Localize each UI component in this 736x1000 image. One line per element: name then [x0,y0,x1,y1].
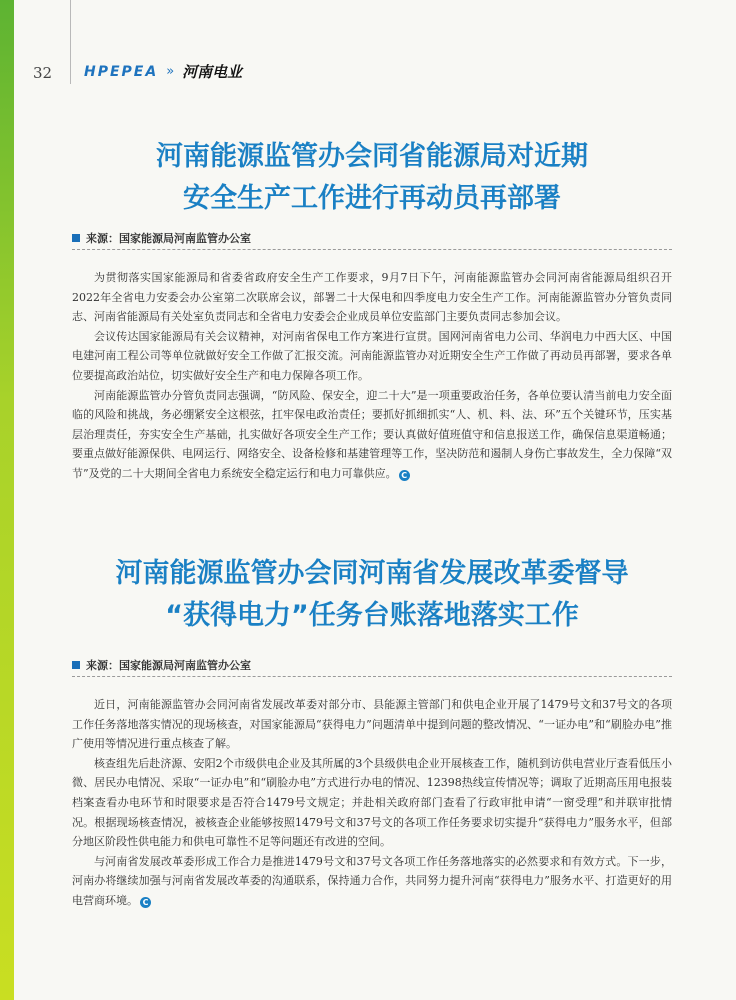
page-number: 32 [33,64,53,82]
article-1-body [72,268,672,484]
article-2-title-line-2: “获得电力”任务台账落地落实工作 [165,600,579,631]
article-1-title-line-2: 安全生产工作进行再动员再部署 [183,183,561,214]
article-2-title-line-1: 河南能源监管办会同河南省发展改革委督导 [115,558,629,589]
logo-chinese-text: 河南电业 [182,63,243,81]
article-1-title [72,136,672,220]
article-1-paragraph-1: 为贯彻落实国家能源局和省委省政府安全生产工作要求，9月7日下午，河南能源监管办会同河南省能源局组织召开2022年全省电力安委会办公室第二次联席会议，部署二十大保电和四季度电力安全生产工作。河南能源监管办分管负责同志、河南省能源局有关处室负责同志和全省电力安委会企业成员单位安监部门主要负责同志参加会议。 [72,271,672,324]
article-1-paragraph-2: 会议传达国家能源局有关会议精神，对河南省保电工作方案进行宣贯。国网河南省电力公司、华润电力中西大区、中国电建河南工程公司等单位就做好安全工作做了汇报交流。河南能源监管办对近期安全生产工作做了再动员再部署，要求各单位要提高政治站位，切实做好安全生产和电力保障各项工作。 [72,329,672,382]
article-1-paragraph-3 [72,386,672,484]
article-1-source [72,230,672,250]
article-2-paragraph-1: 近日，河南能源监管办会同河南省发展改革委对部分市、县能源主管部门和供电企业开展了1479号文和37号文的各项工作任务落地落实情况的现场核查，对国家能源局“获得电力”问题清单中提到问题的整改情况、“一证办电”和“刷脸办电”推广使用等情况进行重点核查了解。 [72,698,672,751]
logo-latin-text: HPEPEA [84,63,159,80]
source-square-icon [72,234,80,242]
article-2-source [72,657,672,677]
source-square-icon [72,661,80,669]
article-2-title [72,553,672,637]
article-1-paragraph-3-text: 河南能源监管办分管负责同志强调，“防风险、保安全，迎二十大”是一项重要政治任务，各单位要认清当前电力安全面临的风险和挑战，务必绷紧安全这根弦，扛牢保电政治责任；要抓好抓细抓实“人、机、料、法、环”五个关键环节，压实基层治理责任，夯实安全生产基础，扎实做好各项安全生产工作；要认真做好值班值守和信息报送工作，确保信息渠道畅通；要重点做好能源保供、电网运行、网络安全、设备检修和基建管理等工作，坚决防范和遏制人身伤亡事故发生，全力保障“双节”及党的二十大期间全省电力系统安全稳定运行和电力可靠供应。 [72,388,672,480]
header-divider-line [70,0,71,84]
end-mark-icon: C [399,470,410,481]
article-2-body [72,695,672,911]
article-2-paragraph-3 [72,852,672,911]
article-2-paragraph-3-text: 与河南省发展改革委形成工作合力是推进1479号文和37号文各项工作任务落地落实的必然要求和有效方式。下一步，河南办将继续加强与河南省发展改革委的沟通联系，保持通力合作，共同努力提升河南“获得电力”服务水平、打造更好的用电营商环境。 [72,854,672,907]
article-1-title-line-1: 河南能源监管办会同省能源局对近期 [156,141,588,172]
article-1 [72,136,672,484]
article-2-paragraph-2: 核查组先后赴济源、安阳2个市级供电企业及其所属的3个县级供电企业开展核查工作，随机到访供电营业厅查看低压小微、居民办电情况、采取“一证办电”和“刷脸办电”方式进行办电的情况、12398热线宣传情况等；调取了近期高压用电报装档案查看办电环节和时限要求是否符合1479号文规定；并赴相关政府部门查看了行政审批申请“一窗受理”和并联审批情况。根据现场核查情况，被核查企业能够按照1479号文和37号文的各项工作任务要求切实提升“获得电力”服务水平，但部分地区阶段性供电能力和供电可靠性不足等问题还有改进的空间。 [72,756,672,849]
logo-separator-icon: » [166,64,175,79]
article-1-source-text: 来源：国家能源局河南监管办公室 [86,232,251,245]
magazine-logo [84,61,242,82]
left-color-bar [0,0,14,1000]
article-2-source-text: 来源：国家能源局河南监管办公室 [86,659,251,672]
end-mark-icon: C [140,897,151,908]
article-2 [72,553,672,911]
